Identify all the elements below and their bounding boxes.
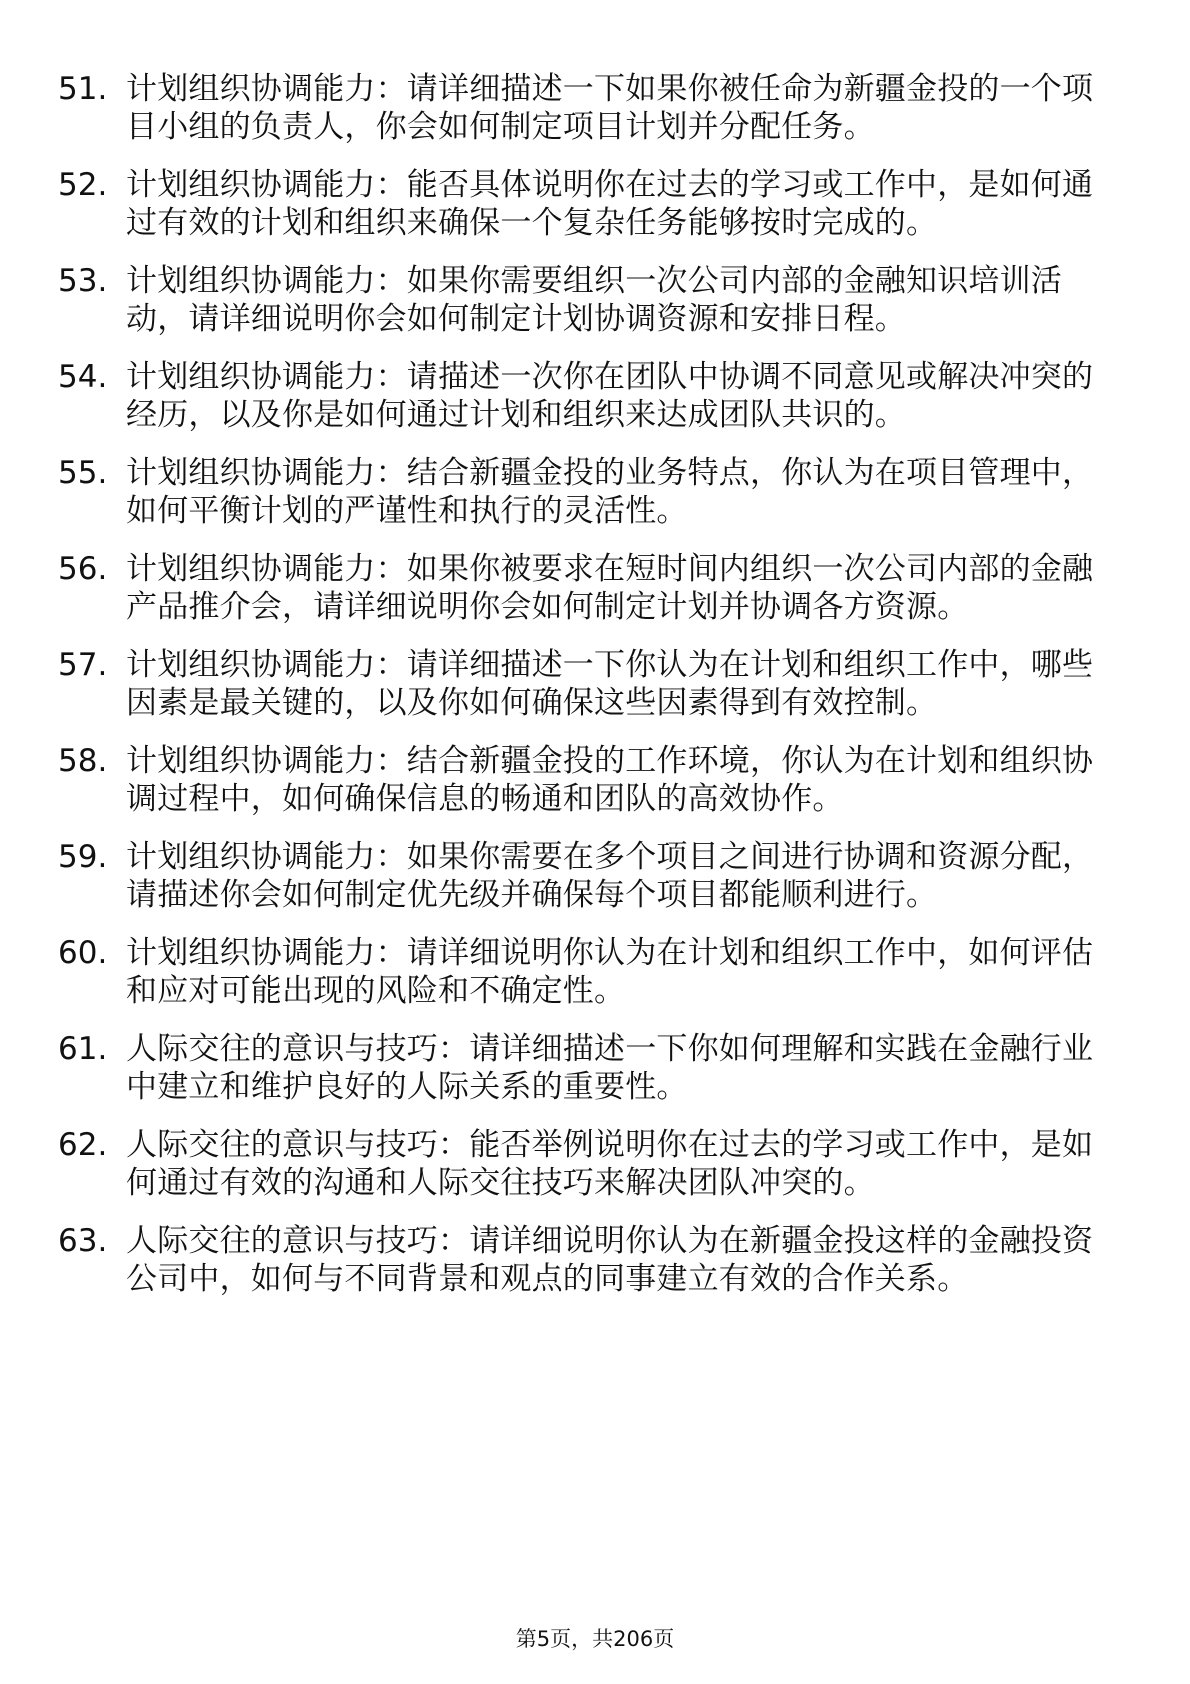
question-number: 61. bbox=[58, 1031, 108, 1067]
question-item bbox=[58, 358, 1118, 434]
question-number: 57. bbox=[58, 647, 108, 683]
question-item bbox=[58, 1222, 1118, 1298]
question-number: 56. bbox=[58, 551, 108, 587]
question-text: 计划组织协调能力：请描述一次你在团队中协调不同意见或解决冲突的经历，以及你是如何通过计划和组织来达成团队共识的。 bbox=[126, 359, 1094, 433]
question-item bbox=[58, 550, 1118, 626]
question-number: 63. bbox=[58, 1223, 108, 1259]
question-number: 54. bbox=[58, 359, 108, 395]
question-number: 51. bbox=[58, 71, 108, 107]
question-text: 计划组织协调能力：能否具体说明你在过去的学习或工作中，是如何通过有效的计划和组织来确保一个复杂任务能够按时完成的。 bbox=[126, 167, 1094, 241]
question-item bbox=[58, 262, 1118, 338]
question-text: 计划组织协调能力：如果你被要求在短时间内组织一次公司内部的金融产品推介会，请详细说明你会如何制定计划并协调各方资源。 bbox=[126, 551, 1094, 625]
question-text: 计划组织协调能力：结合新疆金投的工作环境，你认为在计划和组织协调过程中，如何确保信息的畅通和团队的高效协作。 bbox=[126, 743, 1094, 817]
question-item bbox=[58, 742, 1118, 818]
question-item bbox=[58, 838, 1118, 914]
question-text: 计划组织协调能力：请详细描述一下你认为在计划和组织工作中，哪些因素是最关键的，以及你如何确保这些因素得到有效控制。 bbox=[126, 647, 1094, 721]
page-footer: 第5页，共206页 bbox=[515, 1627, 675, 1651]
question-text: 计划组织协调能力：如果你需要组织一次公司内部的金融知识培训活动，请详细说明你会如何制定计划协调资源和安排日程。 bbox=[126, 263, 1062, 337]
question-item bbox=[58, 166, 1118, 242]
question-text: 计划组织协调能力：如果你需要在多个项目之间进行协调和资源分配，请描述你会如何制定优先级并确保每个项目都能顺利进行。 bbox=[126, 839, 1094, 913]
question-item bbox=[58, 934, 1118, 1010]
question-item bbox=[58, 454, 1118, 530]
question-item bbox=[58, 1030, 1118, 1106]
question-item bbox=[58, 70, 1118, 146]
question-number: 55. bbox=[58, 455, 108, 491]
question-text: 人际交往的意识与技巧：请详细说明你认为在新疆金投这样的金融投资公司中，如何与不同背景和观点的同事建立有效的合作关系。 bbox=[126, 1223, 1094, 1297]
question-text: 计划组织协调能力：请详细描述一下如果你被任命为新疆金投的一个项目小组的负责人，你会如何制定项目计划并分配任务。 bbox=[126, 71, 1094, 145]
question-list bbox=[58, 70, 1118, 1318]
question-number: 59. bbox=[58, 839, 108, 875]
question-text: 人际交往的意识与技巧：请详细描述一下你如何理解和实践在金融行业中建立和维护良好的人际关系的重要性。 bbox=[126, 1031, 1094, 1105]
question-number: 53. bbox=[58, 263, 108, 299]
question-text: 计划组织协调能力：结合新疆金投的业务特点，你认为在项目管理中，如何平衡计划的严谨性和执行的灵活性。 bbox=[126, 455, 1094, 529]
question-number: 62. bbox=[58, 1127, 108, 1163]
question-text: 计划组织协调能力：请详细说明你认为在计划和组织工作中，如何评估和应对可能出现的风险和不确定性。 bbox=[126, 935, 1094, 1009]
question-item bbox=[58, 646, 1118, 722]
question-text: 人际交往的意识与技巧：能否举例说明你在过去的学习或工作中，是如何通过有效的沟通和人际交往技巧来解决团队冲突的。 bbox=[126, 1127, 1094, 1201]
question-number: 60. bbox=[58, 935, 108, 971]
question-item bbox=[58, 1126, 1118, 1202]
question-number: 58. bbox=[58, 743, 108, 779]
question-number: 52. bbox=[58, 167, 108, 203]
